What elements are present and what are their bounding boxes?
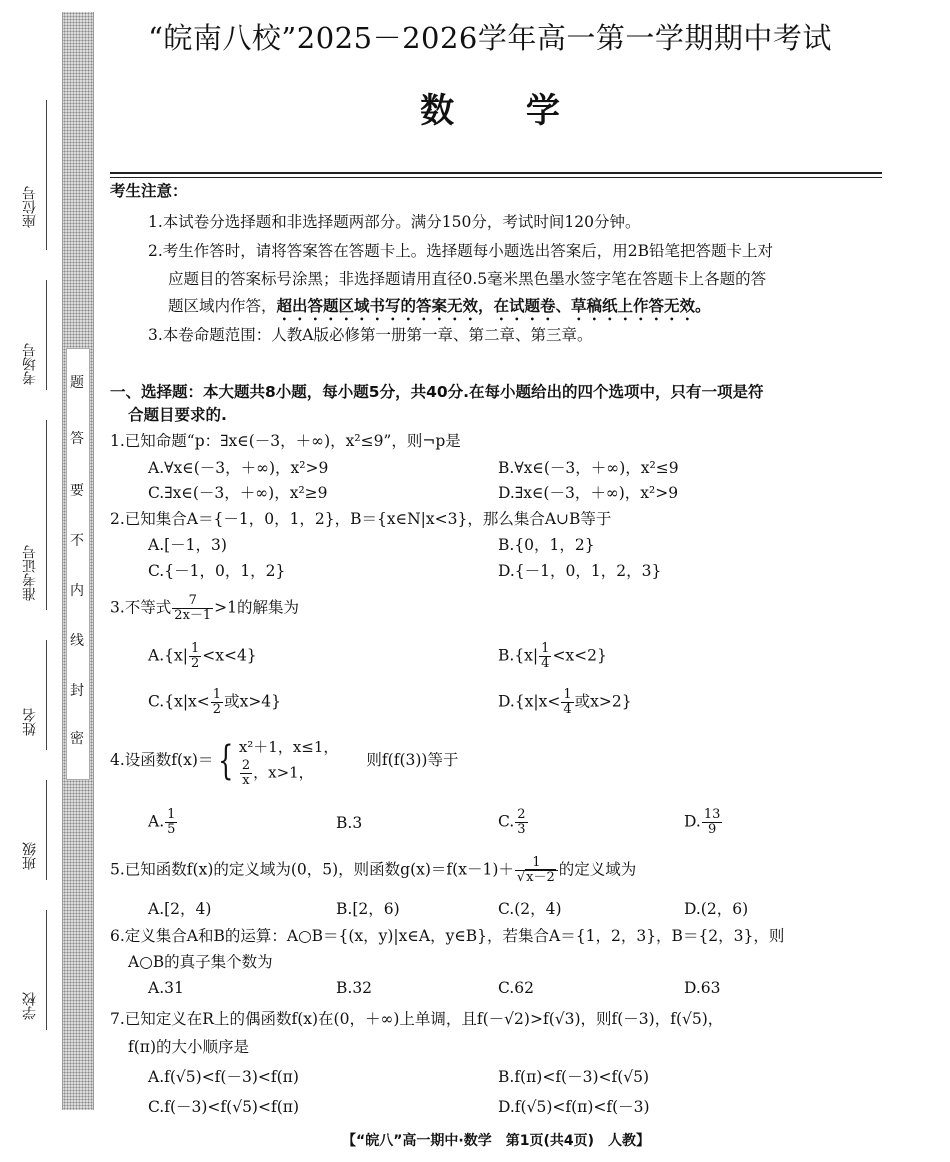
question-7-stem: 7.已知定义在R上的偶函数f(x)在(0，＋∞)上单调，且f(－√2)>f(√3)，则f(－3)，f(√5)， — [110, 1010, 724, 1028]
notice-item: 应题目的答案标号涂黑；非选择题请用直径0.5毫米黑色墨水签字笔在答题卡上各题的答 — [168, 270, 767, 288]
seal-char: 不 — [70, 533, 84, 549]
q3-c-den: 2 — [212, 702, 222, 717]
q2-option-d[interactable]: D.{－1，0，1，2，3} — [498, 562, 662, 580]
q3-b-fraction — [539, 642, 551, 671]
q3-d-pre: D.{x|x< — [498, 692, 561, 711]
q4-c-den: 3 — [517, 822, 526, 837]
question-6-stem: 6.定义集合A和B的运算：A○B＝{(x，y)|x∈A，y∈B}，若集合A＝{1，2，3}，B＝{2，3}，则 — [110, 927, 785, 945]
admission-number-line[interactable] — [46, 420, 47, 610]
q4-option-a[interactable] — [148, 808, 178, 837]
q3-a-num: 1 — [190, 641, 200, 656]
school-line[interactable] — [46, 910, 47, 1030]
q6-option-d[interactable]: D.63 — [684, 979, 721, 997]
q3-pre: 3.不等式 — [110, 598, 172, 617]
subject-title: 数 学 — [420, 91, 560, 131]
q3-option-a[interactable] — [148, 642, 257, 671]
q3-a-pre: A.{x| — [148, 646, 188, 665]
q3-a-den: 2 — [190, 656, 200, 671]
q5-fraction — [515, 856, 558, 885]
q3-b-pre: B.{x| — [498, 646, 539, 665]
q7-option-a[interactable]: A.f(√5)<f(－3)<f(π) — [148, 1068, 299, 1086]
q3-b-post: <x<2} — [552, 646, 607, 665]
q3-fraction — [172, 594, 213, 623]
admission-number-label: 准考证号 — [22, 545, 38, 601]
q4-option-c[interactable] — [498, 808, 529, 837]
seal-char: 要 — [70, 483, 84, 499]
q1-option-d[interactable]: D.∃x∈(－3，＋∞)，x²>9 — [498, 484, 679, 502]
q3-c-pre: C.{x|x< — [148, 692, 210, 711]
q3-den: 2x－1 — [174, 608, 212, 623]
question-6-stem-cont: A○B的真子集个数为 — [128, 953, 273, 971]
exam-room-line[interactable] — [46, 280, 47, 390]
class-label: 班级 — [22, 842, 38, 870]
q5-radicand: x－2 — [526, 870, 555, 885]
q3-a-post: <x<4} — [202, 646, 257, 665]
q4-case-1: x²＋1，x≤1， — [238, 737, 339, 756]
notice-item — [168, 295, 711, 324]
seat-number-line[interactable] — [46, 100, 47, 250]
question-5-stem — [110, 856, 636, 885]
q4-cases — [239, 735, 339, 788]
q7-option-b[interactable]: B.f(π)<f(－3)<f(√5) — [498, 1068, 650, 1086]
exam-title: “皖南八校”2025－2026学年高一第一学期期中考试 — [148, 21, 832, 55]
q2-option-c[interactable]: C.{－1，0，1，2} — [148, 562, 286, 580]
q5-option-a[interactable]: A.[2，4) — [148, 900, 212, 918]
q4-case2-post: ，x>1， — [253, 763, 314, 781]
name-label: 姓名 — [22, 708, 38, 736]
q4-case2-fraction — [240, 759, 252, 788]
seal-box — [66, 348, 90, 780]
q5-den: √x－2 — [516, 870, 555, 885]
q3-c-num: 1 — [212, 687, 222, 702]
q3-b-den: 4 — [541, 656, 550, 671]
q4-d-den: 9 — [707, 822, 717, 837]
class-line[interactable] — [46, 780, 47, 880]
q7-option-d[interactable]: D.f(√5)<f(π)<f(－3) — [498, 1098, 650, 1116]
seal-char: 题 — [70, 375, 84, 391]
q6-option-a[interactable]: A.31 — [148, 979, 184, 997]
q4-post: 则f(f(3))等于 — [366, 751, 459, 769]
school-label: 学校 — [22, 992, 38, 1020]
q3-d-den: 4 — [563, 702, 572, 717]
seal-char: 线 — [70, 633, 84, 649]
seal-char: 封 — [70, 683, 84, 699]
notice-emphasis: 超出答题区域书写的答案无效，在试题卷、草稿纸上作答无效。 — [276, 297, 711, 315]
q4-c-fraction — [515, 808, 527, 837]
question-7-stem-cont: f(π)的大小顺序是 — [128, 1038, 250, 1056]
q4-case2-den: x — [242, 772, 250, 788]
section-heading: 一、选择题：本大题共8小题，每小题5分，共40分.在每小题给出的四个选项中，只有一项是符 — [110, 383, 764, 401]
q5-option-d[interactable]: D.(2，6) — [684, 900, 749, 918]
q3-d-post: 或x>2} — [574, 692, 632, 711]
q2-option-b[interactable]: B.{0，1，2} — [498, 536, 595, 554]
q5-post: 的定义域为 — [558, 860, 637, 879]
q6-option-b[interactable]: B.32 — [336, 979, 373, 997]
q3-a-fraction — [189, 642, 201, 671]
exam-room-label: 考场号 — [22, 343, 38, 385]
seal-char: 密 — [70, 731, 84, 747]
q4-a-fraction — [165, 808, 177, 837]
header-rule — [110, 172, 882, 174]
question-4-stem — [110, 730, 458, 790]
seal-char: 内 — [70, 583, 84, 599]
notice-item: 2.考生作答时，请将答案答在答题卡上。选择题每小题选出答案后，用2B铅笔把答题卡上对 — [148, 242, 774, 260]
q4-option-b[interactable]: B.3 — [336, 814, 363, 832]
question-2-stem: 2.已知集合A＝{－1，0，1，2}，B＝{x∈N|x<3}，那么集合A∪B等于 — [110, 510, 612, 528]
q5-pre: 5.已知函数f(x)的定义域为(0，5)，则函数g(x)＝f(x－1)＋ — [110, 860, 514, 879]
q4-d-fraction — [702, 808, 723, 837]
q3-option-c[interactable] — [148, 688, 281, 717]
q3-d-num: 1 — [563, 687, 572, 702]
seat-number-label: 座位号 — [22, 186, 38, 228]
q3-c-post: 或x>4} — [224, 692, 282, 711]
q4-option-d[interactable] — [684, 808, 723, 837]
seal-char: 答 — [70, 431, 84, 447]
q4-pre: 4.设函数f(x)＝ — [110, 751, 214, 769]
q3-option-b[interactable] — [498, 642, 607, 671]
header-rule — [110, 177, 882, 178]
q4-d-label: D. — [684, 812, 701, 831]
q3-c-fraction — [211, 688, 223, 717]
q4-c-num: 2 — [517, 807, 526, 822]
q5-option-b[interactable]: B.[2，6) — [336, 900, 400, 918]
notice-heading: 考生注意： — [110, 182, 188, 200]
q4-case2-num: 2 — [241, 757, 251, 773]
q2-option-a[interactable]: A.[－1，3) — [148, 536, 227, 554]
question-3-stem — [110, 594, 299, 623]
q1-option-c[interactable]: C.∃x∈(－3，＋∞)，x²≥9 — [148, 484, 328, 502]
q5-option-c[interactable]: C.(2，4) — [498, 900, 562, 918]
question-1-stem: 1.已知命题“p：∃x∈(－3，＋∞)，x²≤9”，则¬p是 — [110, 432, 461, 450]
q4-case-2 — [239, 759, 339, 788]
q3-post: >1的解集为 — [214, 598, 300, 617]
q3-num: 7 — [172, 594, 213, 609]
q3-d-fraction — [561, 688, 573, 717]
name-line[interactable] — [46, 640, 47, 750]
notice-item: 1.本试卷分选择题和非选择题两部分。满分150分，考试时间120分钟。 — [148, 213, 641, 231]
q5-num: 1 — [515, 856, 558, 871]
q4-brace: { — [218, 738, 234, 784]
q6-option-c[interactable]: C.62 — [498, 979, 534, 997]
q1-option-a[interactable]: A.∀x∈(－3，＋∞)，x²>9 — [148, 459, 329, 477]
q4-c-label: C. — [498, 812, 515, 831]
notice-item: 3.本卷命题范围：人教A版必修第一册第一章、第二章、第三章。 — [148, 326, 593, 344]
q1-option-b[interactable]: B.∀x∈(－3，＋∞)，x²≤9 — [498, 459, 679, 477]
q4-a-label: A. — [148, 812, 165, 831]
notice-item-text: 题区域内作答， — [168, 297, 277, 315]
q4-a-den: 5 — [167, 822, 176, 837]
q4-d-num: 13 — [703, 807, 721, 822]
page-footer: 【“皖八”高一期中·数学 第1页(共4页) 人教】 — [342, 1133, 650, 1149]
section-heading-cont: 合题目要求的. — [128, 406, 227, 424]
q3-option-d[interactable] — [498, 688, 632, 717]
q4-a-num: 1 — [167, 807, 176, 822]
q3-b-num: 1 — [541, 641, 550, 656]
q7-option-c[interactable]: C.f(－3)<f(√5)<f(π) — [148, 1098, 299, 1116]
